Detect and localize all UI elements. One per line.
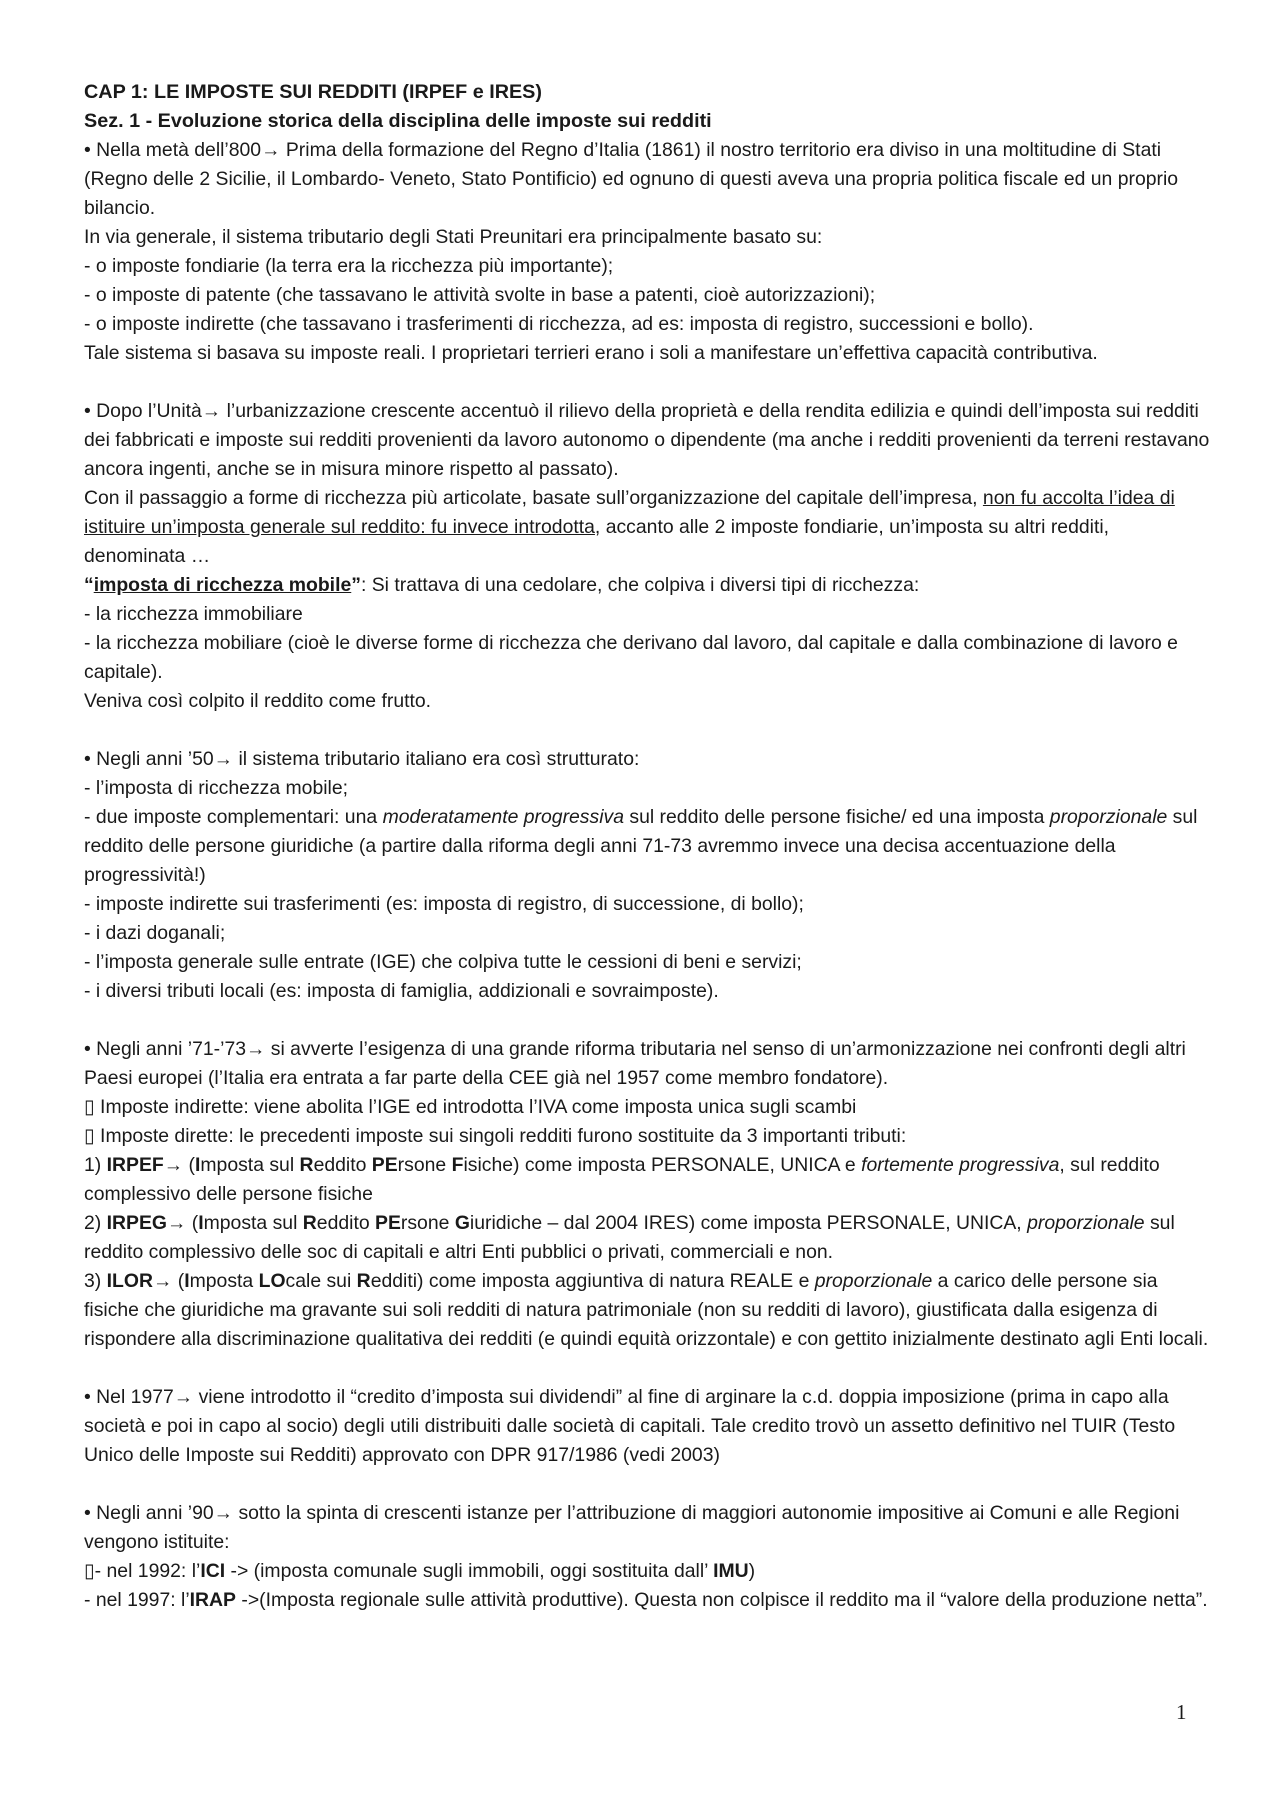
list-item: - imposte indirette sui trasferimenti (es: imposta di registro, di successione, di bollo); xyxy=(84,893,804,915)
list-item: ▯- nel 1992: l’ICI -> (imposta comunale sugli immobili, oggi sostituita dall’ IMU) xyxy=(84,1560,756,1582)
document-page xyxy=(84,78,1214,1615)
page-number: 1 xyxy=(1176,1700,1187,1724)
paragraph: • Nella metà dell’800→ Prima della formazione del Regno d’Italia (1861) il nostro territorio era diviso in una moltitudine di Stati (Regno delle 2 Sicilie, il Lombardo- Veneto, Stato Pontificio) ed ognuno di questi aveva una propria politica fiscale ed un proprio bilancio. xyxy=(84,139,1179,219)
term-ricchezza-mobile: imposta di ricchezza mobile xyxy=(93,574,352,596)
list-item: ▯ Imposte dirette: le precedenti imposte sui singoli redditi furono sostituite da 3 importanti tributi: xyxy=(84,1125,907,1147)
list-item: - o imposte fondiarie (la terra era la ricchezza più importante); xyxy=(84,255,614,277)
list-item: ▯ Imposte indirette: viene abolita l’IGE ed introdotta l’IVA come imposta unica sugli scambi xyxy=(84,1096,857,1118)
list-item: - l’imposta generale sulle entrate (IGE) che colpiva tutte le cessioni di beni e servizi; xyxy=(84,951,802,973)
list-item: - i diversi tributi locali (es: imposta di famiglia, addizionali e sovraimposte). xyxy=(84,980,719,1002)
list-item-irpeg: 2) IRPEG→ (Imposta sul Reddito PErsone Giuridiche – dal 2004 IRES) come imposta PERSONALE, UNICA, proporzionale sul reddito complessivo delle soc di capitali e altri Enti pubblici o privati, commerciali e non. xyxy=(84,1212,1175,1263)
list-item: - o imposte indirette (che tassavano i trasferimenti di ricchezza, ad es: imposta di registro, successioni e bollo). xyxy=(84,313,1034,335)
paragraph: Con il passaggio a forme di ricchezza più articolate, basate sull’organizzazione del capitale dell’impresa, non fu accolta l’idea di istituire un’imposta generale sul reddito: fu invece introdotta, accanto alle 2 imposte fondiarie, un’imposta su altri redditi, denominata … xyxy=(84,487,1175,567)
list-item: - o imposte di patente (che tassavano le attività svolte in base a patenti, cioè autorizzazioni); xyxy=(84,284,876,306)
list-item-irpef: 1) IRPEF→ (Imposta sul Reddito PErsone Fisiche) come imposta PERSONALE, UNICA e fortemente progressiva, sul reddito complessivo delle persone fisiche xyxy=(84,1154,1160,1205)
list-item: - l’imposta di ricchezza mobile; xyxy=(84,777,349,799)
paragraph: Tale sistema si basava su imposte reali. I proprietari terrieri erano i soli a manifestare un’effettiva capacità contributiva. xyxy=(84,342,1098,364)
list-item: - i dazi doganali; xyxy=(84,922,226,944)
paragraph: Veniva così colpito il reddito come frutto. xyxy=(84,690,432,712)
section-title: Sez. 1 - Evoluzione storica della disciplina delle imposte sui redditi xyxy=(84,110,712,132)
underlined-text: non fu accolta l’idea di istituire un’imposta generale sul reddito: fu invece introdotta xyxy=(84,487,1175,538)
list-item: - la ricchezza mobiliare (cioè le diverse forme di ricchezza che derivano dal lavoro, dal capitale e dalla combinazione di lavoro e capitale). xyxy=(84,632,1178,683)
paragraph: • Negli anni ’71-’73→ si avverte l’esigenza di una grande riforma tributaria nel senso di un’armonizzazione nei confronti degli altri Paesi europei (l’Italia era entrata a far parte della CEE già nel 1957 come membro fondatore). xyxy=(84,1038,1186,1089)
paragraph: In via generale, il sistema tributario degli Stati Preunitari era principalmente basato su: xyxy=(84,226,823,248)
list-item-ilor: 3) ILOR→ (Imposta LOcale sui Redditi) come imposta aggiuntiva di natura REALE e proporzionale a carico delle persone sia fisiche che giuridiche ma gravante sui soli redditi di natura patrimoniale (non su redditi di lavoro), giustificata dalla esigenza di rispondere alla discriminazione qualitativa dei redditi (e quindi equità orizzontale) e con gettito inizialmente destinato agli Enti locali. xyxy=(84,1270,1209,1350)
list-item: - due imposte complementari: una moderatamente progressiva sul reddito delle persone fisiche/ ed una imposta proporzionale sul reddito delle persone giuridiche (a partire dalla riforma degli anni 71-73 avremmo invece una decisa accentuazione della progressività!) xyxy=(84,806,1198,886)
paragraph: • Negli anni ’50→ il sistema tributario italiano era così strutturato: xyxy=(84,748,640,770)
chapter-title: CAP 1: LE IMPOSTE SUI REDDITI (IRPEF e IRES) xyxy=(84,81,542,103)
paragraph: • Nel 1977→ viene introdotto il “credito d’imposta sui dividendi” al fine di arginare la c.d. doppia imposizione (prima in capo alla società e poi in capo al socio) degli utili distribuiti dalle società di capitali. Tale credito trovò un assetto definitivo nel TUIR (Testo Unico delle Imposte sui Redditi) approvato con DPR 917/1986 (vedi 2003) xyxy=(84,1386,1176,1466)
list-item: - la ricchezza immobiliare xyxy=(84,603,303,625)
paragraph: “imposta di ricchezza mobile”: Si trattava di una cedolare, che colpiva i diversi tipi di ricchezza: xyxy=(84,574,920,596)
list-item: - nel 1997: l’IRAP ->(Imposta regionale sulle attività produttive). Questa non colpisce il reddito ma il “valore della produzione netta”. xyxy=(84,1589,1208,1611)
paragraph: • Dopo l’Unità→ l’urbanizzazione crescente accentuò il rilievo della proprietà e della rendita edilizia e quindi dell’imposta sui redditi dei fabbricati e imposte sui redditi provenienti da lavoro autonomo o dipendente (ma anche i redditi provenienti da terreni restavano ancora ingenti, anche se in misura minore rispetto al passato). xyxy=(84,400,1210,480)
paragraph: • Negli anni ’90→ sotto la spinta di crescenti istanze per l’attribuzione di maggiori autonomie impositive ai Comuni e alle Regioni vengono istituite: xyxy=(84,1502,1180,1553)
